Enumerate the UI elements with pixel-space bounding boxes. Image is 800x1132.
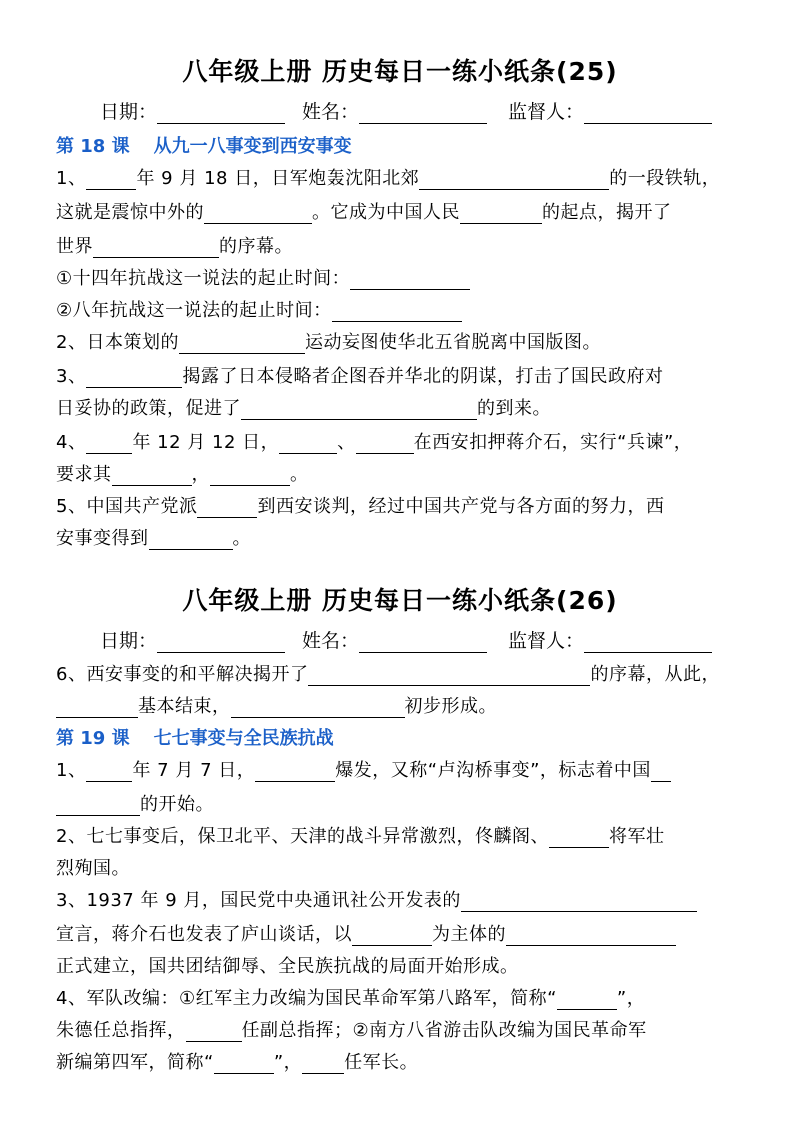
question-text: 宣言，蒋介石也发表了庐山谈话，以: [56, 924, 352, 945]
question-line: [56, 886, 697, 912]
lesson-number: 第 19 课: [56, 728, 130, 749]
question-text: 到西安谈判，经过中国共产党与各方面的努力，西: [257, 496, 665, 517]
supervisor-field[interactable]: [508, 97, 712, 124]
question-text: ”，: [616, 988, 646, 1009]
answer-blank[interactable]: [279, 434, 337, 454]
question-text: 年 9 月 18 日，日军炮轰沈阳北郊: [136, 168, 420, 189]
question-text: 。: [232, 528, 251, 549]
date-field[interactable]: [100, 626, 285, 653]
question-text: 3、1937 年 9 月，国民党中央通讯社公开发表的: [56, 890, 461, 911]
question-text: 的序幕。: [219, 236, 293, 257]
question-line: [56, 524, 251, 550]
answer-blank[interactable]: [419, 170, 609, 190]
answer-blank[interactable]: [86, 368, 182, 388]
name-label: 姓名：: [302, 101, 360, 123]
answer-blank[interactable]: [86, 762, 132, 782]
answer-blank[interactable]: [241, 400, 477, 420]
question-text: 任军长。: [344, 1052, 419, 1073]
question-line: [56, 460, 309, 486]
question-text: 日妥协的政策，促进了: [56, 398, 241, 419]
answer-blank[interactable]: [86, 170, 136, 190]
name-blank[interactable]: [359, 103, 487, 124]
question-line: [56, 328, 601, 354]
answer-blank[interactable]: [352, 926, 432, 946]
lesson-name: 七七事变与全民族抗战: [153, 728, 334, 749]
question-line: [56, 822, 664, 848]
sheet-title: 八年级上册 历史每日一练小纸条(25): [182, 57, 618, 86]
answer-blank[interactable]: [302, 1054, 344, 1074]
question-line: [56, 920, 676, 946]
question-text: 。它成为中国人民: [312, 202, 460, 223]
question-text: 朱德任总指挥，: [56, 1020, 186, 1041]
question-line: [56, 756, 671, 782]
question-text: 基本结束，: [138, 696, 231, 717]
question-text: 运动妄图使华北五省脱离中国版图。: [304, 332, 601, 353]
question-text: 的序幕，从此，: [590, 664, 720, 685]
question-line: [56, 1016, 647, 1042]
supervisor-label: 监督人：: [508, 630, 585, 652]
question-text: 年 7 月 7 日，: [132, 760, 256, 781]
answer-blank[interactable]: [179, 334, 305, 354]
question-text: 年 12 月 12 日，: [132, 432, 280, 453]
question-text: 初步形成。: [404, 696, 497, 717]
answer-blank[interactable]: [255, 762, 335, 782]
lesson-heading: [56, 132, 352, 158]
answer-blank[interactable]: [210, 466, 290, 486]
question-text: 为主体的: [432, 924, 506, 945]
question-text: 烈殉国。: [56, 858, 130, 879]
question-text: 6、西安事变的和平解决揭开了: [56, 664, 309, 685]
answer-blank[interactable]: [308, 666, 590, 686]
name-blank[interactable]: [359, 632, 487, 653]
question-line: [56, 428, 692, 454]
question-text: 、: [337, 432, 356, 453]
answer-blank[interactable]: [112, 466, 192, 486]
answer-blank[interactable]: [356, 434, 414, 454]
date-field[interactable]: [100, 97, 285, 124]
answer-blank[interactable]: [460, 204, 542, 224]
answer-blank[interactable]: [204, 204, 312, 224]
answer-blank[interactable]: [506, 926, 676, 946]
question-line: [56, 164, 720, 190]
question-text: 4、军队改编：①红军主力改编为国民革命军第八路军，简称“: [56, 988, 557, 1009]
question-line: [56, 692, 497, 718]
question-text: 2、日本策划的: [56, 332, 179, 353]
answer-blank[interactable]: [557, 990, 617, 1010]
name-field[interactable]: [302, 626, 487, 653]
question-text: 正式建立，国共团结御辱、全民族抗战的局面开始形成。: [56, 956, 519, 977]
supervisor-blank[interactable]: [584, 103, 712, 124]
question-text: 的到来。: [477, 398, 551, 419]
question-line: [56, 790, 214, 816]
question-text: 世界: [56, 236, 93, 257]
question-line: [56, 952, 519, 978]
question-text: 1、: [56, 168, 87, 189]
question-text: 3、: [56, 366, 87, 387]
question-text: 5、中国共产党派: [56, 496, 198, 517]
name-field[interactable]: [302, 97, 487, 124]
answer-blank[interactable]: [231, 698, 405, 718]
question-text: 揭露了日本侵略者企图吞并华北的阴谋，打击了国民政府对: [182, 366, 664, 387]
supervisor-field[interactable]: [508, 626, 712, 653]
question-line: [56, 232, 293, 258]
answer-blank[interactable]: [549, 828, 609, 848]
lesson-heading: [56, 724, 334, 750]
supervisor-label: 监督人：: [508, 101, 585, 123]
question-text: 的起点，揭开了: [542, 202, 672, 223]
question-text: 在西安扣押蒋介石，实行“兵谏”，: [413, 432, 693, 453]
question-text: ①十四年抗战这一说法的起止时间：: [56, 268, 351, 289]
question-text: 。: [290, 464, 309, 485]
question-text: 将军壮: [608, 826, 665, 847]
question-line: [56, 264, 470, 290]
answer-blank[interactable]: [93, 238, 219, 258]
question-line: [56, 854, 130, 880]
lesson-name: 从九一八事变到西安事变: [153, 136, 352, 157]
question-line: [56, 362, 663, 388]
question-text: 的开始。: [140, 794, 214, 815]
question-line: [56, 1048, 418, 1074]
question-line: [56, 394, 551, 420]
question-text: 4、: [56, 432, 87, 453]
date-blank[interactable]: [157, 103, 285, 124]
question-text: 安事变得到: [56, 528, 149, 549]
lesson-number: 第 18 课: [56, 136, 130, 157]
answer-blank[interactable]: [56, 796, 140, 816]
date-label: 日期：: [100, 630, 158, 652]
answer-blank[interactable]: [56, 698, 138, 718]
question-text: 任副总指挥；②南方八省游击队改编为国民革命军: [241, 1020, 647, 1041]
question-line: [56, 984, 645, 1010]
question-text: ，: [191, 464, 210, 485]
answer-blank[interactable]: [186, 1022, 242, 1042]
answer-blank[interactable]: [86, 434, 132, 454]
answer-blank[interactable]: [651, 762, 671, 782]
date-label: 日期：: [100, 101, 158, 123]
question-text: 2、七七事变后，保卫北平、天津的战斗异常激烈，佟麟阁、: [56, 826, 549, 847]
name-label: 姓名：: [302, 630, 360, 652]
question-text: 爆发，又称“卢沟桥事变”，标志着中国: [335, 760, 651, 781]
answer-blank[interactable]: [214, 1054, 274, 1074]
date-blank[interactable]: [157, 632, 285, 653]
question-line: [56, 296, 462, 322]
question-line: [56, 492, 664, 518]
question-text: ②八年抗战这一说法的起止时间：: [56, 300, 332, 321]
supervisor-blank[interactable]: [584, 632, 712, 653]
question-text: ”，: [273, 1052, 303, 1073]
question-line: [56, 198, 672, 224]
sheet-title: 八年级上册 历史每日一练小纸条(26): [182, 586, 618, 615]
question-text: 这就是震惊中外的: [56, 202, 204, 223]
answer-blank[interactable]: [149, 530, 233, 550]
answer-blank[interactable]: [332, 302, 462, 322]
question-text: 的一段铁轨，: [609, 168, 721, 189]
answer-blank[interactable]: [461, 892, 697, 912]
question-text: 新编第四军，简称“: [56, 1052, 214, 1073]
answer-blank[interactable]: [350, 270, 470, 290]
question-text: 1、: [56, 760, 87, 781]
question-line: [56, 660, 720, 686]
question-text: 要求其: [56, 464, 112, 485]
answer-blank[interactable]: [197, 498, 257, 518]
